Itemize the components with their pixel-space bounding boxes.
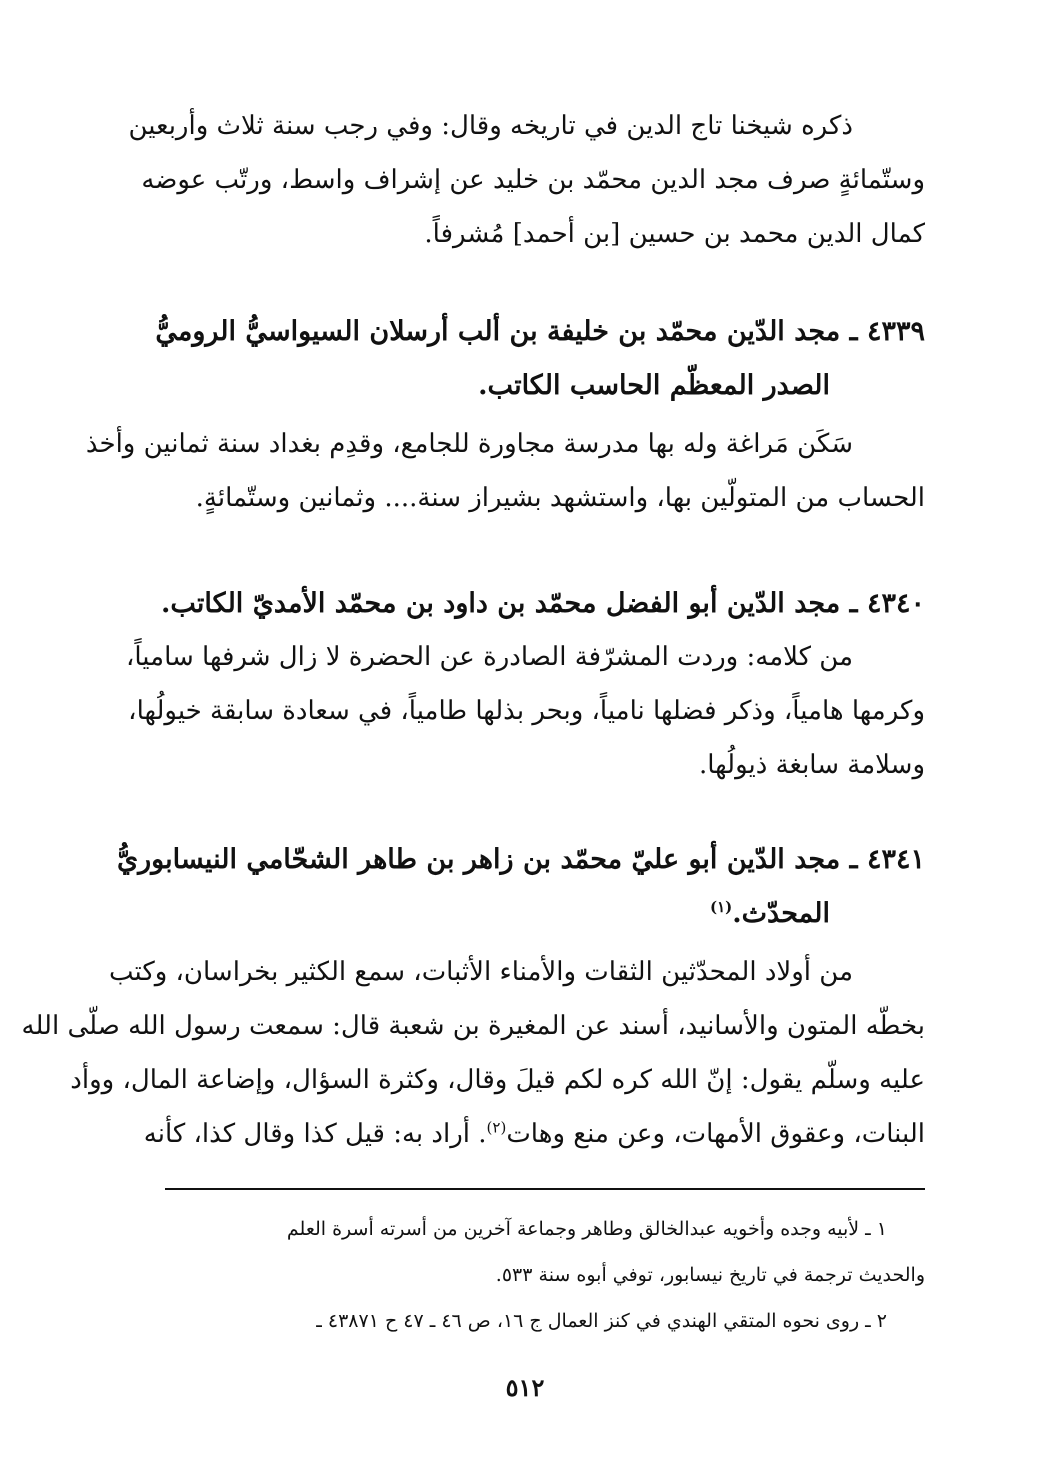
entry-4339 [155,305,925,413]
entry-4340 [160,577,925,631]
entry-body-line: من أولاد المحدّثين الثقات والأمناء الأثبات، سمع الكثير بخراسان، وكتب [108,957,853,987]
intro-paragraph [128,99,925,261]
entry-heading: ٤٣٣٩ ـ مجد الدّين محمّد بن خليفة بن ألب أرسلان السيواسيُّ الروميُّ [155,316,925,347]
entry-body-text-tail: . أراد به: قيل كذا وقال كذا، كأنه [143,1119,487,1149]
intro-line: وستّمائةٍ صرف مجد الدين محمّد بن خليد عن إشراف واسط، ورتّب عوضه [141,165,925,195]
entry-body-line: وسلامة سابغة ذيولُها. [698,750,925,780]
entry-4339-body [85,417,925,525]
entry-body-line: الحساب من المتولّين بها، واستشهد بشيراز سنة.... وثمانين وستّمائةٍ. [195,483,925,513]
entry-heading: ٤٣٤١ ـ مجد الدّين أبو عليّ محمّد بن زاهر بن طاهر الشحّامي النيسابوريُّ [116,844,925,875]
footnote-line: ١ ـ لأبيه وجده وأخويه عبدالخالق وطاهر وجماعة آخرين من أسرته أسرة العلم [286,1218,887,1240]
intro-line: ذكره شيخنا تاج الدين في تاريخه وقال: وفي رجب سنة ثلاث وأربعين [128,111,853,141]
page-number: ٥١٢ [505,1373,545,1402]
footnotes [160,1206,925,1344]
entry-body-line: من كلامه: وردت المشرّفة الصادرة عن الحضرة لا زال شرفها سامياً، [125,642,853,672]
footnote-ref-1: (١) [709,898,733,916]
entry-body-line: وكرمها هامياً، وذكر فضلها نامياً، وبحر بذلها طامياً، في سعادة سابقة خيولُها، [128,696,925,726]
footnote-line: والحديث ترجمة في تاريخ نيسابور، توفي أبوه سنة ٥٣٣. [495,1264,925,1286]
entry-heading: ٤٣٤٠ ـ مجد الدّين أبو الفضل محمّد بن داود بن محمّد الأمديّ الكاتب. [161,588,925,619]
entry-body-text: البنات، وعقوق الأمهات، وعن منع وهات [506,1119,925,1149]
entry-body-line: عليه وسلّم يقول: إنّ الله كره لكم قيلَ وقال، وكثرة السؤال، وإضاعة المال، ووأد [70,1065,925,1095]
entry-4341-body [21,945,925,1161]
entry-4340-body [125,630,925,792]
entry-heading-text: المحدّث. [732,898,830,929]
entry-4341 [116,833,925,941]
footnote-line: ٢ ـ روى نحوه المتقي الهندي في كنز العمال ج ١٦، ص ٤٦ ـ ٤٧ ح ٤٣٨٧١ ـ [316,1310,887,1332]
entry-body-line [143,1107,925,1161]
entry-heading-continuation [160,887,925,941]
entry-body-line: بخطّه المتون والأسانيد، أسند عن المغيرة بن شعبة قال: سمعت رسول الله صلّى الله [21,1011,925,1041]
intro-line: كمال الدين محمد بن حسين [بن أحمد] مُشرفاً. [424,219,925,249]
entry-heading-continuation: الصدر المعظّم الحاسب الكاتب. [478,370,830,401]
footnote-separator [165,1188,925,1190]
entry-body-line: سَكَن مَراغة وله بها مدرسة مجاورة للجامع، وقدِم بغداد سنة ثمانين وأخذ [85,429,853,459]
footnote-ref-2: (٢) [486,1118,507,1137]
